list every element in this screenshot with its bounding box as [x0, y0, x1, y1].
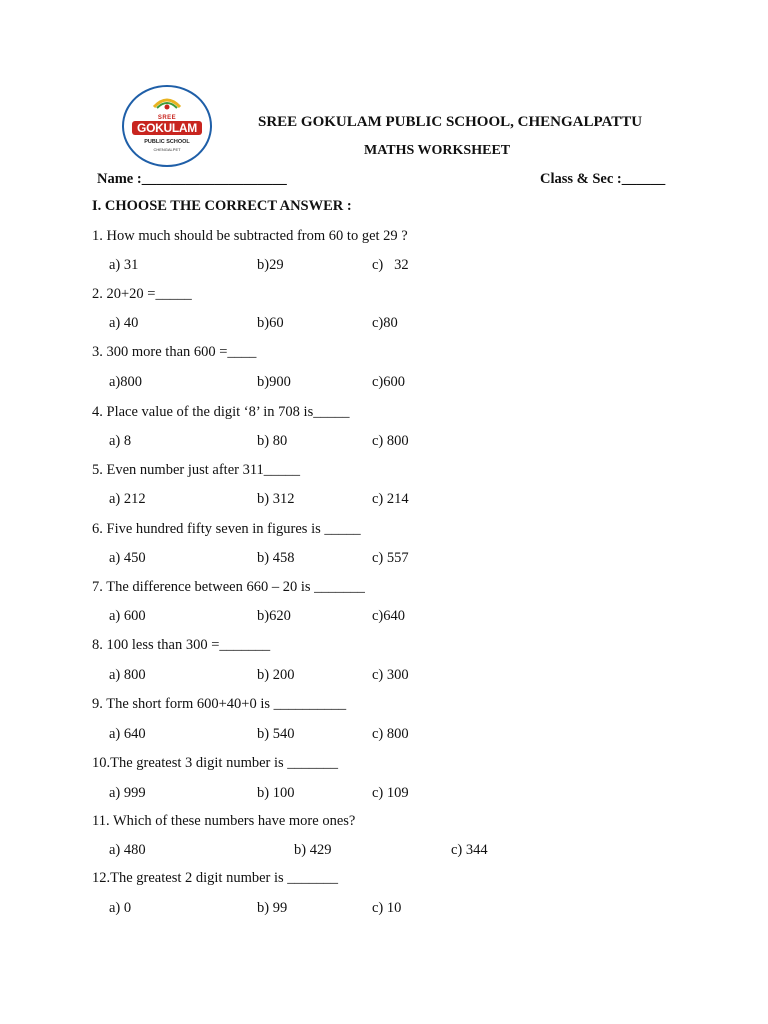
q6-option-c[interactable]: c) 557	[372, 550, 409, 566]
school-logo	[122, 85, 212, 167]
q7-option-c[interactable]: c)640	[372, 608, 406, 624]
q9-option-c[interactable]: c) 800	[372, 726, 409, 742]
worksheet-title: MATHS WORKSHEET	[364, 143, 511, 158]
section-title: I. CHOOSE THE CORRECT ANSWER :	[92, 198, 352, 214]
q1-option-a[interactable]: a) 31	[109, 257, 139, 273]
question-4: 4. Place value of the digit ‘8’ in 708 is_____	[92, 404, 350, 420]
q8-option-b[interactable]: b) 200	[257, 667, 295, 683]
q8-option-c[interactable]: c) 300	[372, 667, 409, 683]
q5-option-c[interactable]: c) 214	[372, 491, 409, 507]
q10-option-c[interactable]: c) 109	[372, 785, 409, 801]
name-field[interactable]: Name :____________________	[97, 171, 287, 187]
question-12: 12.The greatest 2 digit number is _______	[92, 870, 339, 886]
question-6: 6. Five hundred fifty seven in figures is _____	[92, 521, 361, 537]
q10-option-b[interactable]: b) 100	[257, 785, 295, 801]
q2-option-c[interactable]: c)80	[372, 315, 398, 331]
q12-option-b[interactable]: b) 99	[257, 900, 288, 916]
school-name: SREE GOKULAM PUBLIC SCHOOL, CHENGALPATTU	[258, 114, 643, 130]
question-3: 3. 300 more than 600 =____	[92, 344, 257, 360]
logo-sub-text: PUBLIC SCHOOL	[144, 139, 190, 145]
question-9: 9. The short form 600+40+0 is __________	[92, 696, 347, 712]
q2-option-b[interactable]: b)60	[257, 315, 284, 331]
q2-option-a[interactable]: a) 40	[109, 315, 139, 331]
q8-option-a[interactable]: a) 800	[109, 667, 146, 683]
q12-option-c[interactable]: c) 10	[372, 900, 402, 916]
q6-option-b[interactable]: b) 458	[257, 550, 295, 566]
q11-option-a[interactable]: a) 480	[109, 842, 146, 858]
q5-option-b[interactable]: b) 312	[257, 491, 295, 507]
q4-option-c[interactable]: c) 800	[372, 433, 409, 449]
logo-place-text: CHENGALPET	[153, 147, 181, 152]
q3-option-a[interactable]: a)800	[109, 374, 143, 390]
q11-option-c[interactable]: c) 344	[451, 842, 488, 858]
q9-option-b[interactable]: b) 540	[257, 726, 295, 742]
question-10: 10.The greatest 3 digit number is _______	[92, 755, 339, 771]
q12-option-a[interactable]: a) 0	[109, 900, 132, 916]
logo-sree-text: SREE	[157, 115, 177, 121]
q9-option-a[interactable]: a) 640	[109, 726, 146, 742]
q3-option-b[interactable]: b)900	[257, 374, 291, 390]
question-2: 2. 20+20 =_____	[92, 286, 192, 302]
class-section-field[interactable]: Class & Sec :______	[540, 171, 666, 187]
q1-option-c[interactable]: c) 32	[372, 257, 409, 273]
question-7: 7. The difference between 660 – 20 is _______	[92, 579, 365, 595]
question-11: 11. Which of these numbers have more ones?	[92, 813, 356, 829]
q6-option-a[interactable]: a) 450	[109, 550, 146, 566]
q7-option-a[interactable]: a) 600	[109, 608, 146, 624]
q10-option-a[interactable]: a) 999	[109, 785, 146, 801]
q4-option-a[interactable]: a) 8	[109, 433, 132, 449]
q11-option-b[interactable]: b) 429	[294, 842, 332, 858]
question-8: 8. 100 less than 300 =_______	[92, 637, 271, 653]
q1-option-b[interactable]: b)29	[257, 257, 284, 273]
question-1: 1. How much should be subtracted from 60 to get 29 ?	[92, 228, 408, 244]
q4-option-b[interactable]: b) 80	[257, 433, 288, 449]
question-5: 5. Even number just after 311_____	[92, 462, 301, 478]
q7-option-b[interactable]: b)620	[257, 608, 291, 624]
q3-option-c[interactable]: c)600	[372, 374, 406, 390]
logo-name-text: GOKULAM	[132, 121, 202, 135]
q5-option-a[interactable]: a) 212	[109, 491, 146, 507]
